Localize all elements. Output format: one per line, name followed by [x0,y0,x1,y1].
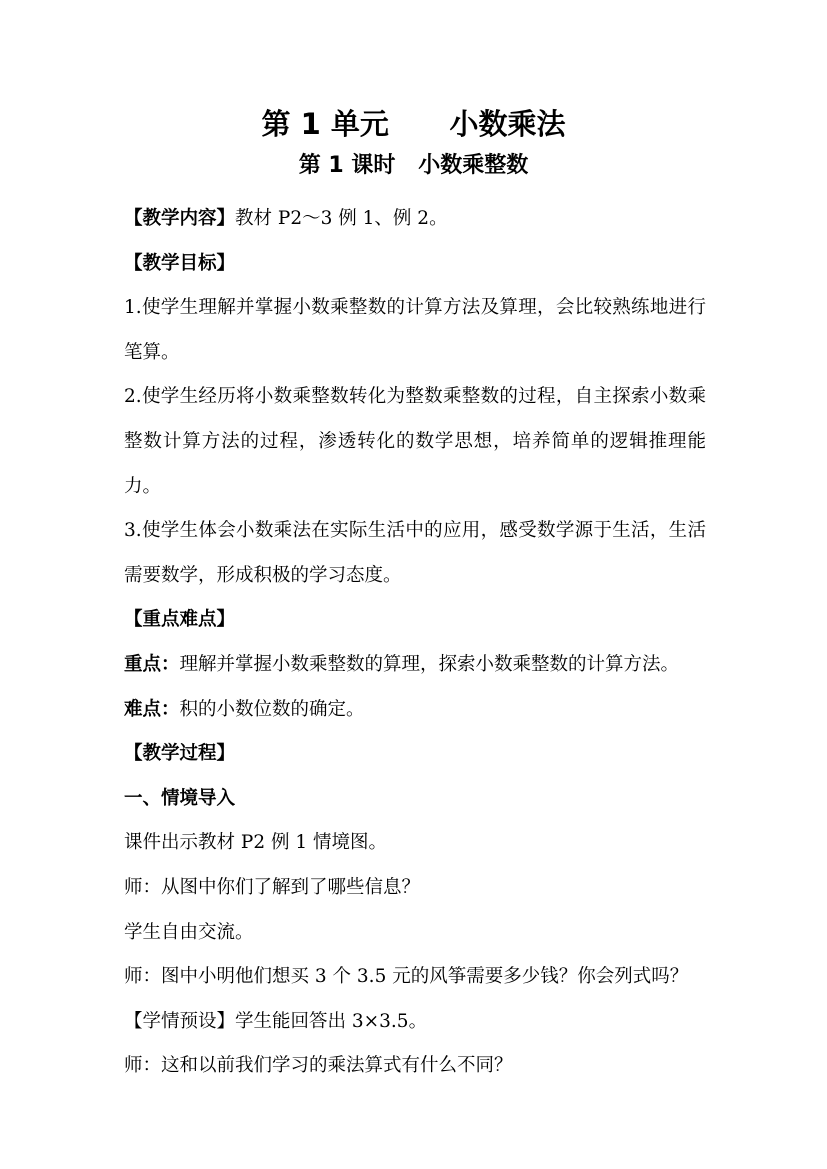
section1-heading: 一、情境导入 [124,787,236,809]
difficulty-line [124,688,706,733]
process-line-4: 师：图中小明他们想买 3 个 3.5 元的风筝需要多少钱？你会列式吗？ [124,966,689,988]
process-heading: 【教学过程】 [124,743,236,765]
document-body [124,197,706,1089]
teaching-content-text: 教材 P2～3 例 1、例 2。 [235,208,448,229]
teaching-content [124,197,706,242]
process-line-3: 学生自由交流。 [124,921,254,943]
objectives-heading: 【教学目标】 [124,252,236,274]
objective-item-3: 3.使学生体会小数乘法在实际生活中的应用，感受数学源于生活，生活需要数学，形成积极的学习态度。 [124,520,706,586]
focus-text: 理解并掌握小数乘整数的算理，探索小数乘整数的计算方法。 [179,653,680,675]
objective-item-1: 1.使学生理解并掌握小数乘整数的计算方法及算理，会比较熟练地进行笔算。 [124,297,706,363]
process-line-5: 【学情预设】学生能回答出 3×3.5。 [124,1010,428,1032]
difficulty-label: 难点： [124,698,180,720]
key-points-heading: 【重点难点】 [124,609,236,631]
process-line-1: 课件出示教材 P2 例 1 情境图。 [124,832,388,854]
process-line-2: 师：从图中你们了解到了哪些信息？ [124,876,421,898]
objective-item-2: 2.使学生经历将小数乘整数转化为整数乘整数的过程，自主探索小数乘整数计算方法的过程，渗透转化的数学思想，培养简单的逻辑推理能力。 [124,386,706,497]
process-line-6: 师：这和以前我们学习的乘法算式有什么不同？ [124,1055,513,1077]
focus-line [124,643,706,688]
unit-title: 第 1 单元 小数乘法 [261,107,566,141]
difficulty-text: 积的小数位数的确定。 [179,698,365,720]
focus-label: 重点： [124,653,180,675]
teaching-content-label: 【教学内容】 [124,208,236,229]
lesson-title: 第 1 课时 小数乘整数 [298,153,529,178]
